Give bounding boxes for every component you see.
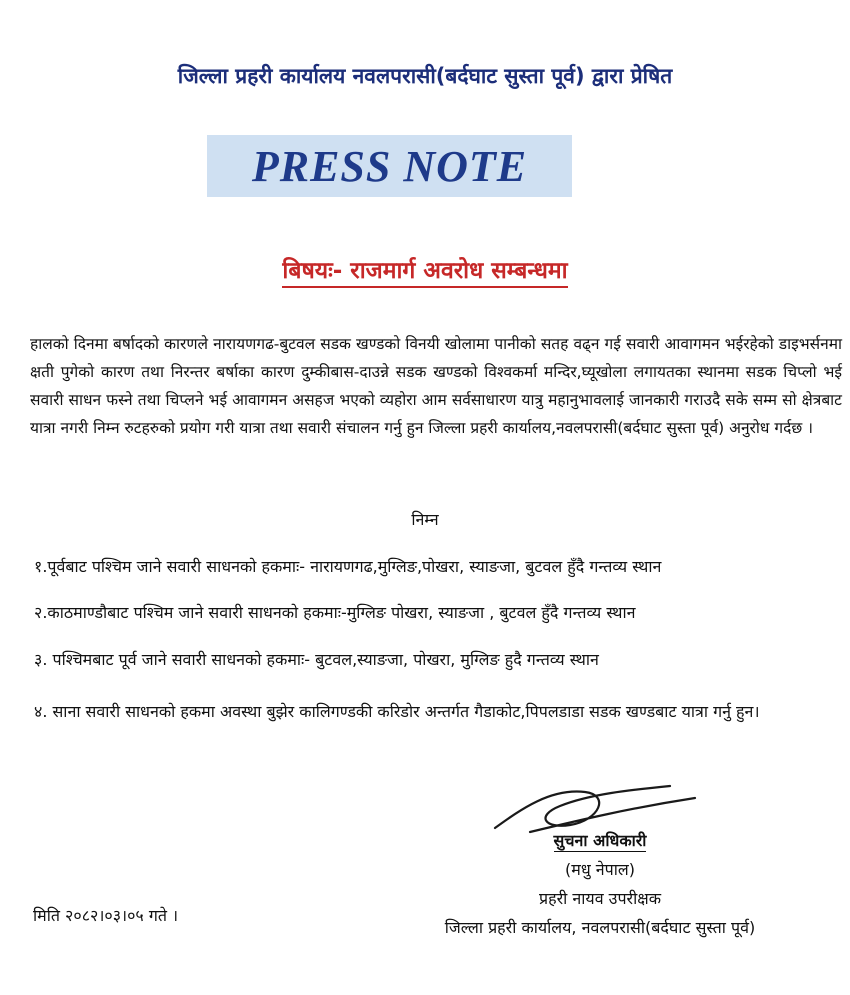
list-heading: निम्न — [411, 510, 439, 529]
press-note-title: PRESS NOTE — [251, 141, 528, 191]
route-item-3: ३. पश्चिमबाट पूर्व जाने सवारी साधनको हकमाः- बुटवल,स्याङजा, पोखरा, मुग्लिङ हुदै गन्तव्य स्थान — [34, 650, 599, 669]
body-paragraph: हालको दिनमा बर्षादको कारणले नारायणगढ-बुटवल सडक खण्डको विनयी खोलामा पानीको सतह वढ्न गई सवारी आवागमन भईरहेको डाइभर्सनमा क्षती पुगेको कारण तथा निरन्तर बर्षाका कारण दुम्कीबास-दाउन्ने सडक खण्डको विश्वकर्मा मन्दिर,घ्यूखोला लगायतका स्थानमा सडक चिप्लो भई सवारी साधन फस्ने तथा चिप्लने भई आवागमन असहज भएको व्यहोरा आम सर्वसाधारण यात्रु महानुभावलाई जानकारी गराउदै सके सम्म सो क्षेत्रबाट यात्रा नगरी निम्न रुटहरुको प्रयोग गरी यात्रा तथा सवारी संचालन गर्नु हुन जिल्ला प्रहरी कार्यालय,नवलपरासी(बर्दघाट सुस्ता पूर्व) अनुरोध गर्दछ । — [30, 335, 842, 437]
subject-text: बिषयः- राजमार्ग अवरोध सम्बन्धमा — [282, 258, 567, 288]
signature-block — [390, 826, 810, 942]
signatory-office: जिल्ला प्रहरी कार्यालय, नवलपरासी(बर्दघाट सुस्ता पूर्व) — [444, 918, 756, 937]
route-item-1: १.पूर्वबाट पश्चिम जाने सवारी साधनको हकमाः- नारायणगढ,मुग्लिङ,पोखरा, स्याङजा, बुटवल हुँदै गन्तव्य स्थान — [34, 557, 662, 576]
signatory-rank: प्रहरी नायव उपरीक्षक — [539, 889, 661, 908]
date-line: मिति २०८२।०३।०५ गते । — [33, 906, 179, 925]
route-item-4: ४. साना सवारी साधनको हकमा अवस्था बुझेर कालिगण्डकी करिडोर अन्तर्गत गैडाकोट,पिपलडाडा सडक खण्डबाट यात्रा गर्नु हुन। — [34, 702, 760, 721]
press-note-banner — [207, 135, 572, 197]
issuer-header: जिल्ला प्रहरी कार्यालय नवलपरासी(बर्दघाट सुस्ता पूर्व) द्वारा प्रेषित — [177, 64, 673, 88]
signatory-role: सुचना अधिकारी — [553, 831, 647, 850]
subject-line — [0, 253, 850, 285]
route-item-2: २.काठमाण्डौबाट पश्चिम जाने सवारी साधनको हकमाः-मुग्लिङ पोखरा, स्याङजा , बुटवल हुँदै गन्तव्य स्थान — [34, 603, 636, 622]
signatory-name: (मधु नेपाल) — [565, 860, 635, 879]
